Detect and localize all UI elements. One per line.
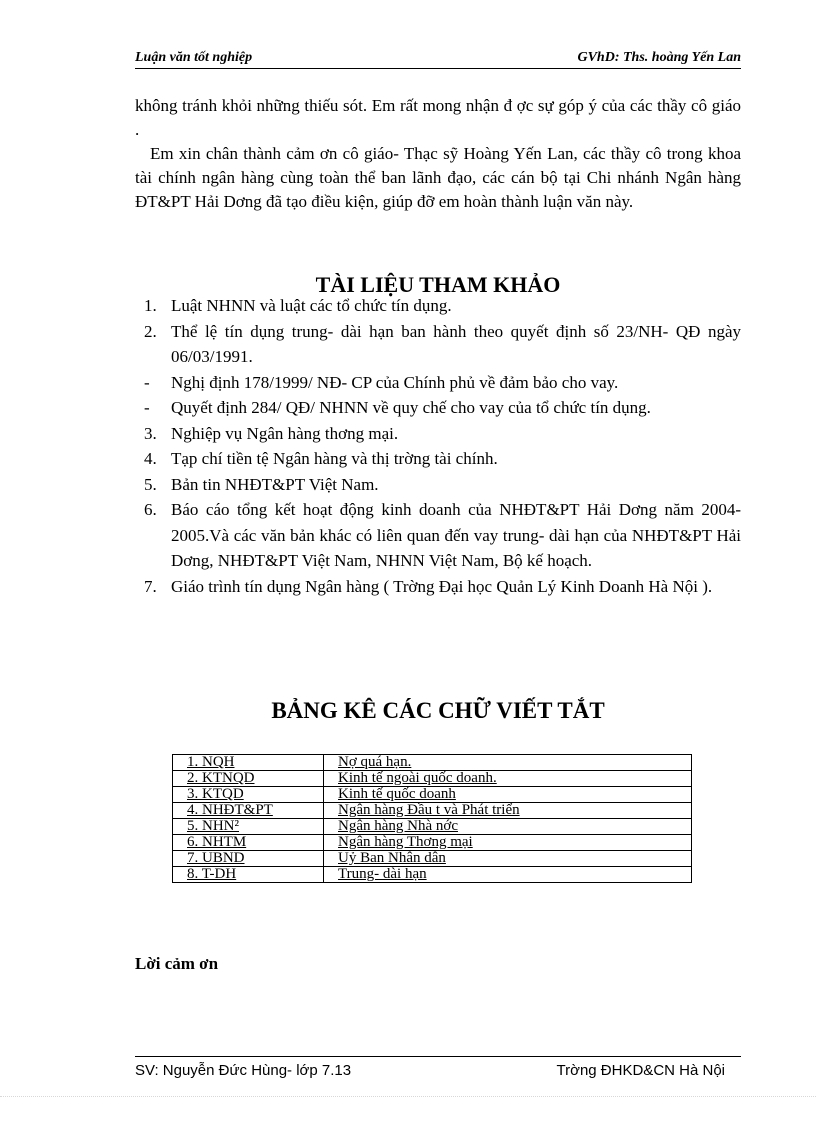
- reference-text: Luật NHNN và luật các tổ chức tín dụng.: [171, 296, 452, 315]
- header-advisor: GVhD: Ths. hoàng Yến Lan: [577, 50, 741, 65]
- page-footer: [135, 1056, 741, 1081]
- abbr-cell: 2. KTNQD: [173, 771, 324, 787]
- reference-text: Báo cáo tổng kết hoạt động kinh doanh của NHĐT&PT Hải Dơng năm 2004- 2005.Và các văn bản khác có liên quan đến vay trung- dài hạn của NHĐT&PT Hải Dơng, NHĐT&PT Việt Nam, NHNN Việt Nam, Bộ kế hoạch.: [171, 500, 741, 570]
- meaning-cell: Ngân hàng Đầu t và Phát triển: [324, 803, 692, 819]
- abbreviations-table: [172, 754, 692, 883]
- footer-school: Trờng ĐHKD&CN Hà Nội: [556, 1062, 725, 1079]
- meaning-cell: Ngân hàng Nhà nớc: [324, 819, 692, 835]
- reference-marker: 6.: [144, 500, 157, 519]
- page-header: [135, 50, 741, 69]
- meaning-cell: Kinh tế ngoài quốc doanh.: [324, 771, 692, 787]
- header-title: Luận văn tốt nghiệp: [135, 50, 253, 65]
- meaning-cell: Trung- dài hạn: [324, 867, 692, 883]
- reference-item: [144, 446, 741, 472]
- reference-marker: -: [144, 398, 150, 417]
- reference-marker: 1.: [144, 296, 157, 315]
- abbr-cell: 3. KTQD: [173, 787, 324, 803]
- reference-text: Nghiệp vụ Ngân hàng thơng mại.: [171, 423, 399, 443]
- intro-paragraph-2: Em xin chân thành cảm ơn cô giáo- Thạc sỹ Hoàng Yến Lan, các thầy cô trong khoa tài chính ngân hàng cùng toàn thể ban lãnh đạo, các cán bộ tại Chi nhánh Ngân hàng ĐT&PT Hải Dơng đã tạo điều kiện, giúp đỡ em hoàn thành luận văn này.: [135, 144, 741, 211]
- footer-student: SV: Nguyễn Đức Hùng- lớp 7.13: [135, 1062, 352, 1079]
- reference-item: [144, 421, 741, 447]
- thanks-heading: Lời cảm ơn: [135, 954, 219, 973]
- abbr-cell: 7. UBND: [173, 851, 324, 867]
- reference-marker: 3.: [144, 423, 157, 443]
- meaning-cell: Kinh tế quốc doanh: [324, 787, 692, 803]
- reference-item: [144, 472, 741, 498]
- abbreviations-title: BẢNG KÊ CÁC CHỮ VIẾT TẮT: [271, 698, 605, 723]
- abbr-cell: 8. T-DH: [173, 867, 324, 883]
- intro-paragraph-1: không tránh khỏi những thiếu sót. Em rất mong nhận đ ợc sự góp ý của các thầy cô giáo .: [135, 96, 741, 139]
- reference-marker: 2.: [144, 321, 157, 341]
- reference-text: Nghị định 178/1999/ NĐ- CP của Chính phủ về đảm bảo cho vay.: [171, 372, 619, 392]
- meaning-cell: Uỷ Ban Nhân dân: [324, 851, 692, 867]
- reference-marker: 5.: [144, 474, 157, 494]
- reference-item: [144, 293, 741, 319]
- abbr-cell: 4. NHĐT&PT: [173, 803, 324, 819]
- reference-text: Bản tin NHĐT&PT Việt Nam.: [171, 474, 379, 494]
- table-row: [173, 835, 692, 851]
- reference-item: [144, 370, 741, 396]
- reference-item: [144, 319, 741, 370]
- abbr-cell: 1. NQH: [173, 755, 324, 771]
- table-row: [173, 755, 692, 771]
- reference-text: Quyết định 284/ QĐ/ NHNN về quy chế cho vay của tổ chức tín dụng.: [171, 398, 651, 417]
- references-list: [144, 293, 741, 599]
- reference-text: Tạp chí tiền tệ Ngân hàng và thị trờng tài chính.: [171, 449, 498, 468]
- abbr-cell: 6. NHTM: [173, 835, 324, 851]
- table-row: [173, 819, 692, 835]
- reference-marker: 7.: [144, 576, 157, 596]
- page-edge-divider: [0, 1096, 816, 1097]
- reference-marker: -: [144, 372, 150, 392]
- table-row: [173, 787, 692, 803]
- meaning-cell: Nợ quá hạn.: [324, 755, 692, 771]
- reference-item: [144, 497, 741, 574]
- references-title: TÀI LIỆU THAM KHẢO: [315, 272, 561, 297]
- table-row: [173, 851, 692, 867]
- table-row: [173, 867, 692, 883]
- reference-item: [144, 574, 741, 600]
- reference-text: Thể lệ tín dụng trung- dài hạn ban hành theo quyết định số 23/NH- QĐ ngày 06/03/1991.: [171, 321, 741, 366]
- reference-marker: 4.: [144, 449, 157, 468]
- reference-item: [144, 395, 741, 421]
- meaning-cell: Ngân hàng Thơng mại: [324, 835, 692, 851]
- reference-text: Giáo trình tín dụng Ngân hàng ( Trờng Đại học Quản Lý Kinh Doanh Hà Nội ).: [171, 576, 713, 596]
- table-row: [173, 771, 692, 787]
- abbr-cell: 5. NHN²: [173, 819, 324, 835]
- table-row: [173, 803, 692, 819]
